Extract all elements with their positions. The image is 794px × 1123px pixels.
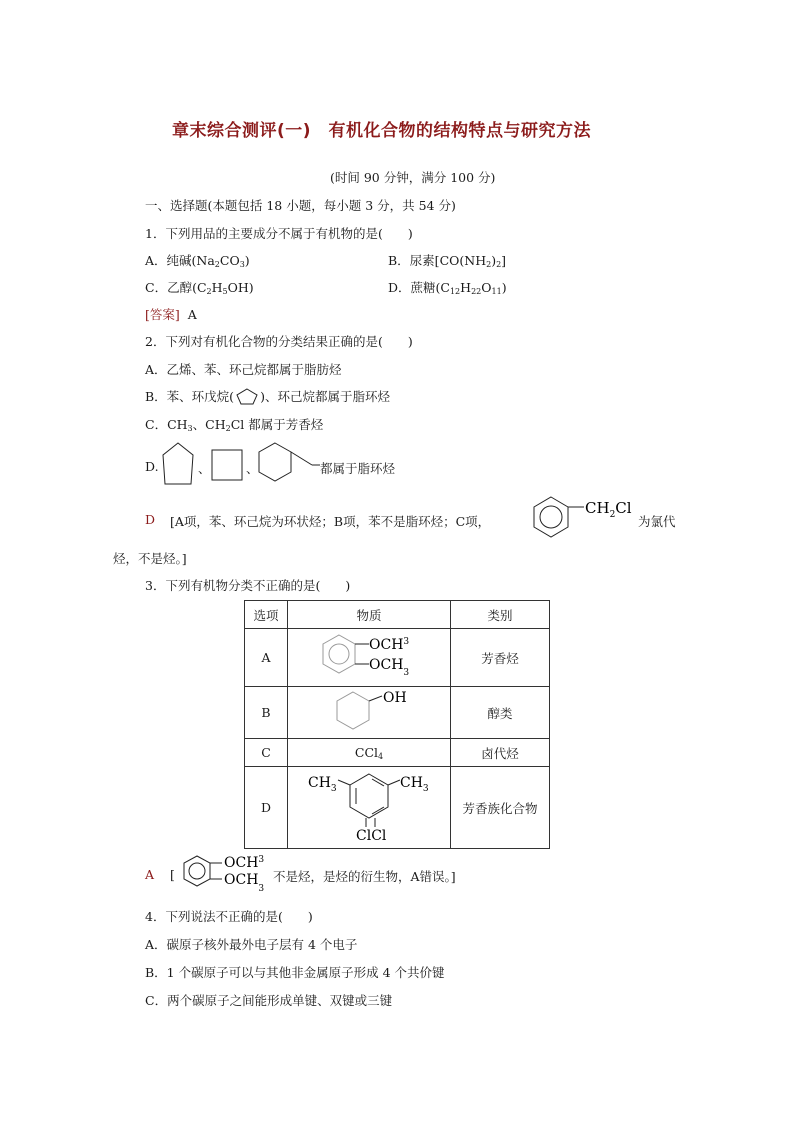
row-option: B (245, 687, 288, 739)
svg-text:OCH3: OCH$^3$ (369, 637, 410, 653)
svg-text:CH3: $CH_3$ (308, 775, 337, 794)
q2-stem: 2．下列对有机化合物的分类结果正确的是( ) (145, 334, 413, 349)
table-header-option: 选项 (245, 601, 288, 629)
row-class: 卤代烃 (451, 739, 550, 767)
svg-text:CH2Cl: $CH_2Cl$ (585, 499, 632, 520)
cyclopentane-icon (163, 443, 193, 484)
q3-answer-dimethoxybenzene-icon (180, 850, 270, 896)
dimethoxybenzene-structure-icon (319, 631, 419, 681)
q2-explanation-tail: 为氯代 (638, 514, 676, 529)
row-class: 芳香烃 (451, 629, 550, 687)
q3-stem: 3．下列有机物分类不正确的是( ) (145, 578, 351, 593)
svg-text:OH: OH (383, 690, 407, 706)
table-row (245, 687, 550, 739)
table-header-row (245, 601, 550, 629)
q3-explanation: 不是烃，是烃的衍生物，A错误。] (273, 869, 456, 884)
q1-answer: [答案] A (145, 307, 197, 322)
q1-option-c: C．乙醇$(C_2H_5OH)$ (145, 280, 254, 296)
cyclobutane-icon (212, 450, 242, 480)
q1-option-a: A．纯碱$(Na_2CO_3)$ (145, 253, 250, 269)
dichloro-xylene-structure-icon (294, 768, 444, 844)
q4-option-a: A．碳原子核外最外电子层有 4 个电子 (145, 937, 358, 952)
row-substance (288, 629, 451, 687)
q3-explanation-open: [ (170, 867, 175, 882)
q2-option-b: B．苯、环戊烷( )、环己烷都属于脂环烃 (145, 389, 390, 404)
row-substance: CCl$_4$ (288, 739, 451, 767)
svg-text:CH3: $CH_3$ (400, 775, 429, 794)
q2-explanation-line2: 烃，不是烃。] (113, 551, 187, 566)
table-header-class: 类别 (451, 601, 550, 629)
row-option: D (245, 767, 288, 849)
cyclohexane-methyl-icon (259, 443, 291, 481)
q2-option-d-label: D. (145, 459, 159, 474)
q2-option-c: C．$CH_3$、$CH_2Cl$ 都属于芳香烃 (145, 417, 324, 433)
exam-duration-note: (时间 90 分钟，满分 100 分) (330, 170, 496, 185)
q1-option-b: B．尿素$[CO(NH_2)_2]$ (388, 253, 507, 269)
table-header-substance: 物质 (288, 601, 451, 629)
q2-explanation: [A项，苯、环己烷为环状烃；B项，苯不是脂环烃；C项， (170, 514, 491, 529)
row-class: 醇类 (451, 687, 550, 739)
cyclopentane-structure-icon (234, 387, 260, 405)
table-row (245, 629, 550, 687)
svg-text:ClCl: ClCl (356, 828, 387, 844)
section-heading: 一、选择题(本题包括 18 小题，每小题 3 分，共 54 分) (145, 198, 456, 213)
q1-stem: 1．下列用品的主要成分不属于有机物的是( ) (145, 226, 413, 241)
q3-classification-table (244, 600, 550, 849)
q2-option-d-structures (160, 440, 320, 490)
row-option: C (245, 739, 288, 767)
q4-option-c: C．两个碳原子之间能形成单键、双键或三键 (145, 993, 393, 1008)
q2-answer: D (145, 512, 156, 527)
q4-option-b: B．1 个碳原子可以与其他非金属原子形成 4 个共价键 (145, 965, 445, 980)
svg-text:OCH3: OCH$^3$ (224, 855, 265, 871)
q2-option-a: A．乙烯、苯、环己烷都属于脂肪烃 (145, 362, 342, 377)
q3-answer: A (145, 867, 155, 882)
svg-text:OCH3: $OCH_3$ (224, 872, 265, 894)
row-substance (288, 687, 451, 739)
cyclohexanol-structure-icon (319, 688, 419, 734)
svg-text:OCH3: $OCH_3$ (369, 657, 410, 678)
row-class: 芳香族化合物 (451, 767, 550, 849)
table-row (245, 767, 550, 849)
row-substance (288, 767, 451, 849)
benzyl-chloride-structure-icon (529, 494, 635, 540)
q4-stem: 4．下列说法不正确的是( ) (145, 909, 313, 924)
table-row (245, 739, 550, 767)
row-option: A (245, 629, 288, 687)
q1-option-d: D．蔗糖$(C_{12}H_{22}O_{11})$ (388, 280, 507, 296)
q2-option-d-sep1: 、 (198, 461, 211, 476)
q2-option-d-text: 都属于脂环烃 (320, 461, 396, 476)
q2-option-d-sep2: 、 (246, 461, 259, 476)
page-title: 章末综合测评(一) 有机化合物的结构特点与研究方法 (172, 121, 592, 141)
